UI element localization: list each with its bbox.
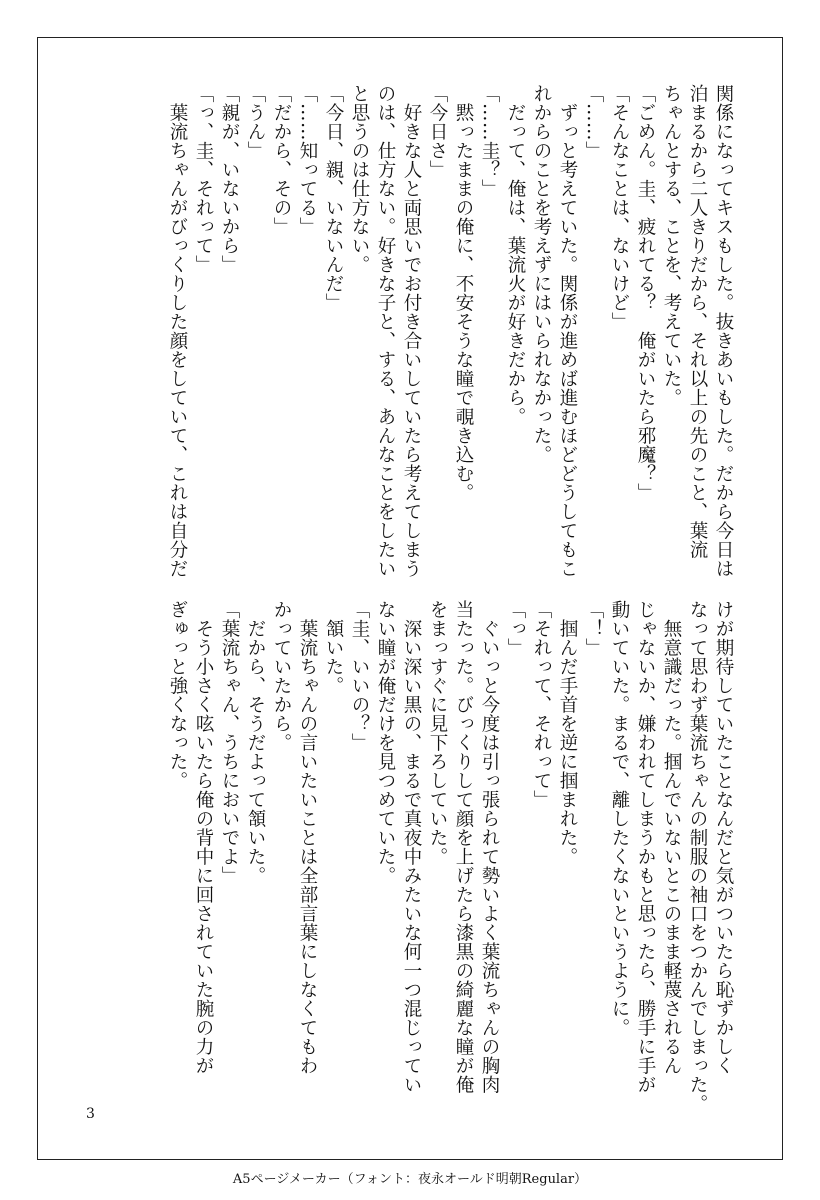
text-line: 当たった。びっくりして顔を上げたら漆黒の綺麗な瞳が俺: [453, 600, 474, 1094]
text-block-bottom: [164, 600, 736, 1113]
text-line: 「！」: [583, 600, 604, 657]
text-line: じゃないか、嫌われてしまうかもと思ったら、勝手に手が: [635, 600, 656, 1094]
text-line: ずっと考えていた。関係が進めば進むほどどうしてもこ: [557, 84, 578, 578]
text-line: そう小さく呟いたら俺の背中に回されていた腕の力が: [193, 600, 214, 1075]
text-line: だから、そうだよって頷いた。: [245, 600, 266, 885]
text-line: 「そんなことは、ないけど」: [609, 84, 630, 331]
text-line: 「それって、それって」: [531, 600, 552, 809]
text-line: 「っ」: [505, 600, 526, 657]
text-line: れからのことを考えずにはいられなかった。: [531, 84, 552, 464]
text-line: ちゃんとする、ことを、考えていた。: [661, 84, 682, 407]
page-number: 3: [86, 1106, 95, 1122]
text-line: けが期待していたことなんだと気がついたら恥ずかしく: [713, 600, 734, 1075]
text-line: 「圭、いいの？」: [349, 600, 370, 752]
text-line: 「っ、圭、それって」: [193, 84, 214, 274]
text-line: 「親が、いないから」: [219, 84, 240, 274]
text-line: 葉流ちゃんの言いたいことは全部言葉にしなくてもわ: [297, 600, 318, 1075]
text-line: 関係になってキスもした。抜きあいもした。だから今日は: [713, 84, 734, 578]
text-line: ぐいっと今度は引っ張られて勢いよく葉流ちゃんの胸肉: [479, 600, 500, 1094]
text-line: 「ごめん。圭、疲れてる？ 俺がいたら邪魔？」: [635, 84, 656, 502]
text-line: 葉流ちゃんがびっくりした顔をしていて、これは自分だ: [167, 84, 188, 578]
text-line: 「今日さ」: [427, 84, 448, 179]
text-line: 「……」: [583, 84, 604, 160]
text-line: と思うのは仕方ない。: [349, 84, 370, 274]
text-line: 「……知ってる」: [297, 84, 318, 236]
text-line: 「……圭？」: [479, 84, 500, 198]
text-line: ぎゅっと強くなった。: [167, 600, 188, 790]
text-line: 「だから、その」: [271, 84, 292, 236]
text-line: ない瞳が俺だけを見つめていた。: [375, 600, 396, 885]
text-line: 「今日、親、いないんだ」: [323, 84, 344, 312]
text-line: 「うん」: [245, 84, 266, 160]
text-line: 黙ったままの俺に、不安そうな瞳で覗き込む。: [453, 84, 474, 502]
text-line: のは、仕方ない。好きな子と、する、あんなことをしたい: [375, 84, 396, 578]
text-line: 泊まるから二人きりだから、それ以上の先のこと、葉流: [687, 84, 708, 559]
text-line: 「葉流ちゃん、うちにおいでよ」: [219, 600, 240, 885]
text-line: 深い深い黒の、まるで真夜中みたいな何一つ混じってい: [401, 600, 422, 1094]
text-block-top: [164, 84, 736, 578]
text-line: 無意識だった。掴んでいないとこのまま軽蔑されるん: [661, 600, 682, 1075]
text-line: 頷いた。: [323, 600, 344, 695]
text-line: 掴んだ手首を逆に掴まれた。: [557, 600, 578, 866]
footer-caption: A5ページメーカー（フォント：夜永オールド明朝Regular）: [232, 1172, 588, 1187]
text-line: 好きな人と両思いでお付き合いしていたら考えてしまう: [401, 84, 422, 578]
text-line: をまっすぐに見下ろしていた。: [427, 600, 448, 866]
text-line: なって思わず葉流ちゃんの制服の袖口をつかんでしまった。: [687, 600, 708, 1113]
text-line: かっていたから。: [271, 600, 292, 752]
text-line: だって、俺は、葉流火が好きだから。: [505, 84, 526, 426]
text-line: 動いていた。まるで、離したくないというように。: [609, 600, 630, 1037]
